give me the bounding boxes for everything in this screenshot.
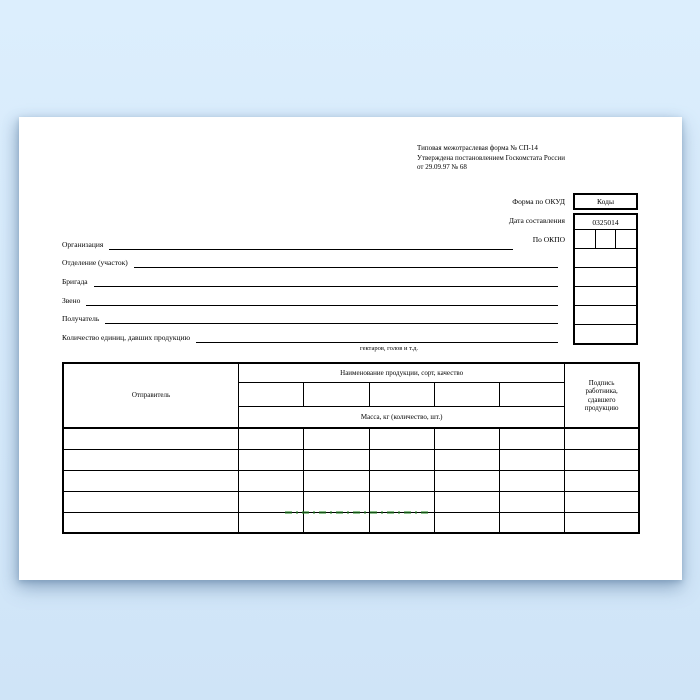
mass-cell <box>434 512 499 533</box>
mass-cell <box>239 470 304 491</box>
sender-header-cell: Отправитель <box>63 363 239 428</box>
empty-code-cell <box>575 249 636 268</box>
field-department <box>62 256 558 268</box>
mass-cell <box>304 470 369 491</box>
sender-cell <box>63 470 239 491</box>
codes-header-label: Коды <box>596 197 615 206</box>
document-page <box>19 117 682 580</box>
field-brigade-label: Бригада <box>62 277 88 286</box>
mass-cell <box>304 512 369 533</box>
field-receiver-line <box>105 323 558 324</box>
field-unit-label: Звено <box>62 296 81 305</box>
field-receiver <box>62 312 558 324</box>
sender-cell <box>63 512 239 533</box>
okud-code-cell: 0325014 <box>575 215 636 230</box>
product-name-cell <box>434 382 499 406</box>
form-date-line: от 29.09.97 № 68 <box>417 163 467 171</box>
field-units-count-label: Количество единиц, давших продукцию <box>62 333 191 342</box>
product-name-cell <box>369 382 434 406</box>
form-title-line: Типовая межотраслевая форма № СП-14 <box>417 144 538 152</box>
okpo-code-cell <box>596 230 617 248</box>
empty-code-cell <box>575 306 636 325</box>
signature-cell <box>565 491 639 512</box>
product-name-cell <box>499 382 564 406</box>
sender-cell <box>63 428 239 449</box>
units-caption: гектаров, голов и т.д. <box>359 345 419 352</box>
sender-cell <box>63 449 239 470</box>
signature-cell <box>565 428 639 449</box>
field-brigade <box>62 275 558 287</box>
mass-cell <box>499 449 564 470</box>
mass-cell <box>434 449 499 470</box>
codes-box <box>573 213 638 345</box>
empty-code-cell <box>575 325 636 343</box>
mass-cell <box>369 449 434 470</box>
watermark-green-dashes <box>285 511 431 514</box>
mass-cell <box>499 512 564 533</box>
mass-cell <box>499 428 564 449</box>
field-organization-label: Организация <box>62 240 104 249</box>
mass-cell <box>304 428 369 449</box>
form-approved-line: Утверждена постановлением Госкомстата России <box>417 153 565 162</box>
signature-cell <box>565 512 639 533</box>
field-units-count-line <box>196 342 558 343</box>
field-organization-line <box>109 249 513 250</box>
mass-header-cell: Масса, кг (количество, шт.) <box>239 406 565 428</box>
field-receiver-label: Получатель <box>62 314 100 323</box>
field-department-label: Отделение (участок) <box>62 258 128 267</box>
product-header-cell: Наименование продукции, сорт, качество <box>239 363 565 382</box>
mass-cell <box>499 491 564 512</box>
field-brigade-line <box>94 286 558 287</box>
okpo-code-cell <box>616 230 636 248</box>
codes-header-box <box>573 193 638 210</box>
mass-cell <box>239 491 304 512</box>
product-name-cell <box>239 382 304 406</box>
okud-label: Форма по ОКУД <box>512 197 565 206</box>
mass-cell <box>369 491 434 512</box>
okpo-code-row <box>575 230 636 249</box>
product-name-cell <box>304 382 369 406</box>
field-units-count <box>62 331 558 343</box>
mass-cell <box>369 512 434 533</box>
signature-header-cell <box>565 363 639 428</box>
field-unit-line <box>86 305 558 306</box>
mass-cell <box>499 470 564 491</box>
field-unit <box>62 294 558 306</box>
signature-cell <box>565 470 639 491</box>
signature-header-text: Подпись работника, сдавшего продукцию <box>584 378 619 412</box>
table-row <box>63 449 639 470</box>
okpo-label: По ОКПО <box>532 235 565 244</box>
products-table <box>62 362 640 534</box>
mass-cell <box>239 428 304 449</box>
table-row <box>63 512 639 533</box>
signature-cell <box>565 449 639 470</box>
form-approval-note <box>417 144 627 173</box>
mass-cell <box>369 470 434 491</box>
mass-cell <box>304 449 369 470</box>
mass-cell <box>434 491 499 512</box>
mass-cell <box>434 470 499 491</box>
field-department-line <box>134 267 558 268</box>
mass-cell <box>369 428 434 449</box>
sender-cell <box>63 491 239 512</box>
mass-cell <box>304 491 369 512</box>
table-row <box>63 491 639 512</box>
date-of-compilation-label: Дата составления <box>508 216 565 225</box>
table-row <box>63 470 639 491</box>
okpo-code-cell <box>575 230 596 248</box>
mass-cell <box>239 449 304 470</box>
field-organization <box>62 238 513 250</box>
empty-code-cell <box>575 287 636 306</box>
empty-code-cell <box>575 268 636 287</box>
table-row <box>63 428 639 449</box>
mass-cell <box>239 512 304 533</box>
mass-cell <box>434 428 499 449</box>
